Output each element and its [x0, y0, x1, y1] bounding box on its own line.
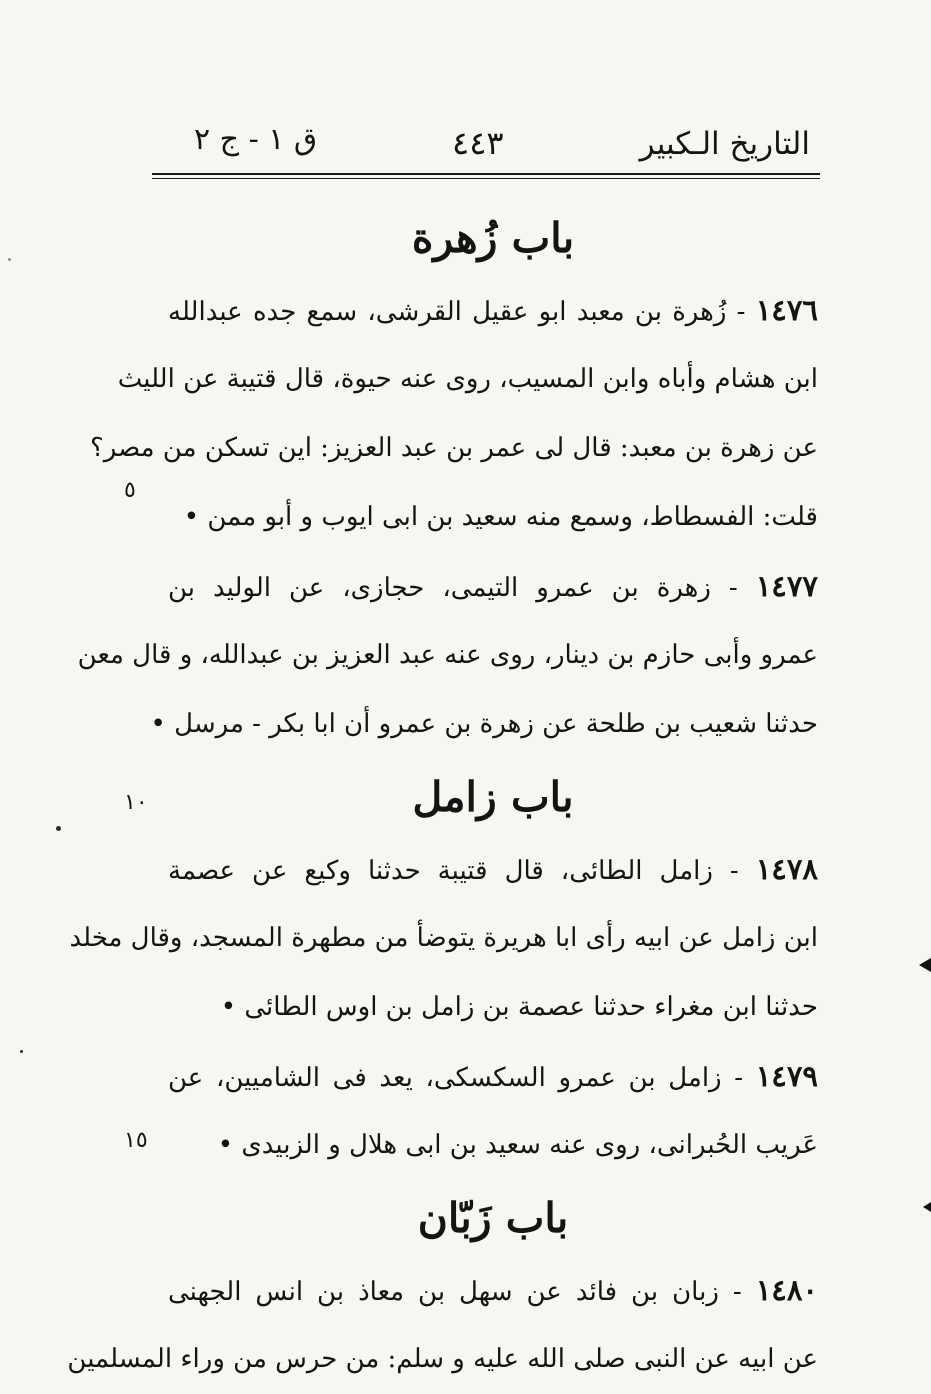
- entry-text: - زامل بن عمرو السكسكى، يعد فى الشاميين، عن: [168, 1063, 756, 1093]
- volume-reference: ق ١ - ج ٢: [194, 122, 318, 157]
- margin-line-number-15: ١٥: [124, 1128, 148, 1153]
- scan-speck: [20, 1050, 23, 1053]
- entry-1480-line-1: [168, 1256, 818, 1325]
- chapter-heading-zamil: باب زامل: [412, 773, 574, 821]
- entry-1479-line-2: عَريب الحُبرانى، روى عنه سعيد بن ابى هلال و الزبيدى •: [217, 1130, 818, 1160]
- entry-text: - زبان بن فائد عن سهل بن معاذ بن انس الجهنى: [168, 1277, 756, 1307]
- margin-line-number-5: ٥: [124, 478, 136, 503]
- running-header: [160, 120, 820, 170]
- chapter-heading-zuhra: باب زُهرة: [411, 214, 575, 262]
- entry-number: ١٤٧٧: [755, 569, 818, 603]
- entry-1480-line-2: عن ابيه عن النبى صلى الله عليه و سلم: من حرس من وراء المسلمين: [67, 1344, 818, 1374]
- book-title: التاريخ الـكبير: [639, 126, 810, 162]
- page-number: ٤٤٣: [452, 124, 504, 162]
- margin-line-number-10: ١٠: [124, 790, 148, 815]
- entry-1477-line-2: عمرو وأبى حازم بن دينار، روى عنه عبد العزيز بن عبدالله، و قال معن: [77, 640, 818, 670]
- entry-1477-line-1: [168, 552, 818, 621]
- entry-1476-line-2: ابن هشام وأباه وابن المسيب، روى عنه حيوة، قال قتيبة عن الليث: [117, 364, 818, 394]
- entry-number: ١٤٧٦: [755, 293, 818, 327]
- entry-1478-line-2: ابن زامل عن ابيه رأى ابا هريرة يتوضأ من مطهرة المسجد، وقال مخلد: [69, 923, 818, 953]
- entry-1476-line-3: عن زهرة بن معبد: قال لى عمر بن عبد العزيز: اين تسكن من مصر؟: [89, 433, 818, 463]
- chapter-heading-zabban: باب زَبّان: [417, 1194, 569, 1242]
- entry-1478-line-1: [168, 835, 818, 904]
- entry-text: - زُهرة بن معبد ابو عقيل القرشى، سمع جده عبدالله: [168, 297, 756, 327]
- edge-mark: [919, 958, 931, 972]
- entry-1476-line-4: قلت: الفسطاط، وسمع منه سعيد بن ابى ايوب و أبو ممن •: [183, 502, 818, 532]
- entry-1477-line-3: حدثنا شعيب بن طلحة عن زهرة بن عمرو أن ابا بكر - مرسل •: [150, 709, 818, 739]
- entry-1479-line-1: [168, 1042, 818, 1111]
- entry-text: - زهرة بن عمرو التيمى، حجازى، عن الوليد بن: [168, 573, 756, 603]
- entry-number: ١٤٧٨: [755, 852, 818, 886]
- entry-number: ١٤٧٩: [755, 1059, 818, 1093]
- entry-1478-line-3: حدثنا ابن مغراء حدثنا عصمة بن زامل بن اوس الطائى •: [220, 992, 818, 1022]
- entry-number: ١٤٨٠: [755, 1273, 818, 1307]
- entry-text: - زامل الطائى، قال قتيبة حدثنا وكيع عن عصمة: [168, 856, 756, 886]
- header-rule-thin: [152, 178, 820, 179]
- scan-speck: [8, 258, 11, 261]
- scan-speck: [56, 826, 61, 831]
- edge-mark: [923, 1202, 931, 1212]
- entry-1476-line-1: [168, 276, 818, 345]
- header-rule: [152, 173, 820, 175]
